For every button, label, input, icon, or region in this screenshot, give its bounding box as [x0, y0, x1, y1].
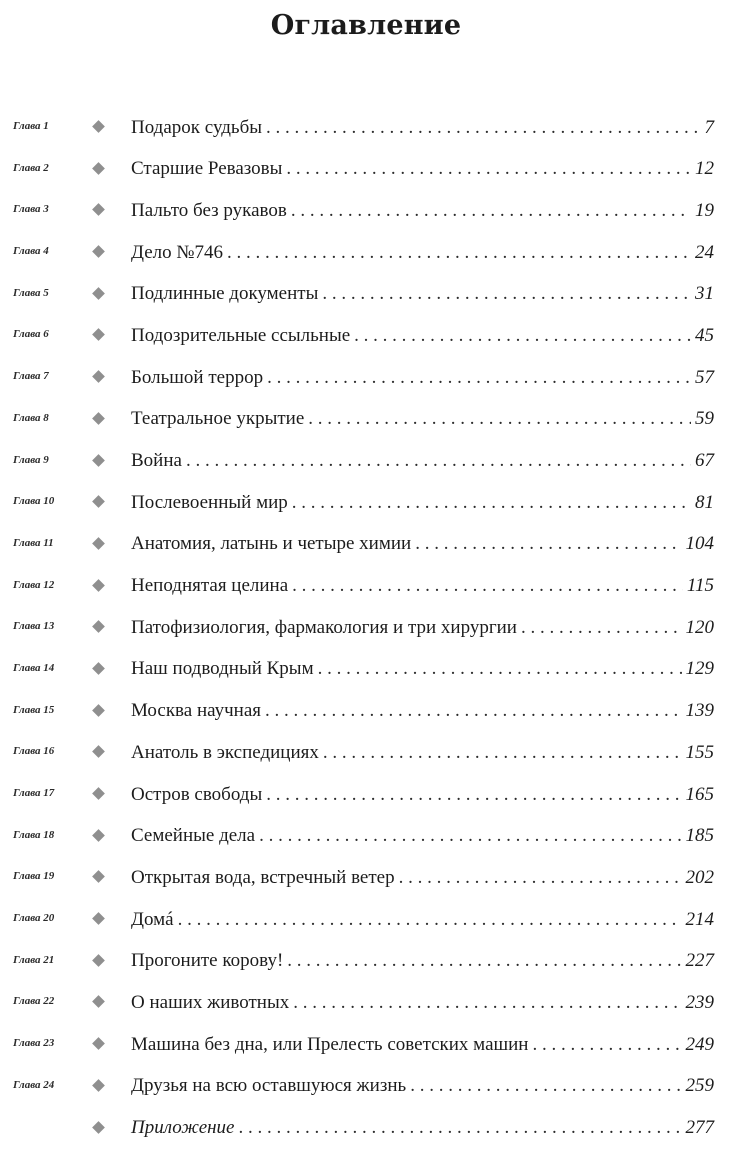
diamond-bullet-icon: [92, 912, 105, 925]
toc-entry: [0, 816, 732, 858]
dot-leader: [354, 325, 691, 347]
dot-leader: [415, 533, 681, 555]
entry-title: Старшие Ревазовы: [131, 158, 283, 180]
toc-entry: [0, 149, 732, 191]
toc-entry: [0, 399, 732, 441]
dot-leader: [286, 158, 691, 180]
page-number: 115: [686, 575, 714, 597]
chapter-label: Глава 11: [13, 536, 54, 549]
page-number: 31: [695, 283, 714, 305]
dot-leader: [532, 1034, 681, 1056]
entry-line: [131, 524, 714, 565]
entry-line: [131, 649, 714, 690]
diamond-bullet-icon: [92, 412, 105, 425]
entry-line: [131, 482, 714, 523]
entry-title: Пальто без рукавов: [131, 199, 287, 221]
table-of-contents: [0, 107, 732, 1149]
entry-title: Подарок судьбы: [131, 116, 263, 138]
page-number: 202: [685, 866, 714, 888]
chapter-label: Глава 14: [13, 661, 55, 674]
entry-line: [131, 774, 714, 815]
entry-line: [131, 982, 714, 1023]
chapter-label: Глава 4: [13, 245, 49, 258]
entry-line: [131, 691, 714, 732]
page-number: 19: [695, 199, 714, 221]
chapter-label: Глава 17: [13, 787, 55, 799]
entry-title: Остров свободы: [131, 783, 263, 805]
chapter-label: Глава 20: [13, 912, 55, 925]
page-number: 165: [685, 783, 714, 805]
diamond-bullet-icon: [92, 579, 105, 592]
dot-leader: [399, 867, 682, 889]
dot-leader: [410, 1075, 681, 1097]
dot-leader: [292, 575, 683, 597]
diamond-bullet-icon: [92, 1121, 105, 1134]
toc-entry: [0, 315, 732, 357]
entry-title: О наших животных: [131, 991, 290, 1013]
diamond-bullet-icon: [92, 829, 105, 842]
entry-line: [131, 899, 714, 940]
chapter-label: Глава 6: [13, 328, 49, 341]
diamond-bullet-icon: [92, 787, 105, 800]
chapter-label: Глава 2: [13, 161, 49, 174]
entry-title: Неподнятая целина: [131, 575, 289, 597]
diamond-bullet-icon: [92, 162, 105, 175]
dot-leader: [266, 117, 700, 139]
diamond-bullet-icon: [92, 1079, 105, 1092]
toc-entry: [0, 691, 732, 733]
entry-line: [131, 816, 714, 857]
page-number: 249: [685, 1033, 714, 1055]
page-number: 259: [685, 1075, 714, 1097]
page-number: 104: [685, 533, 714, 555]
diamond-bullet-icon: [92, 704, 105, 717]
chapter-label: Глава 13: [13, 620, 55, 633]
page-number: 81: [695, 491, 714, 513]
page-number: 155: [685, 741, 714, 763]
page-title: Оглавление: [270, 10, 462, 41]
dot-leader: [266, 784, 681, 806]
chapter-label: Глава 16: [13, 745, 55, 758]
toc-entry: [0, 732, 732, 774]
toc-entry: [0, 1024, 732, 1066]
page-number: 139: [685, 700, 714, 722]
toc-entry: [0, 190, 732, 232]
toc-entry: [0, 899, 732, 941]
chapter-label: Глава 9: [13, 453, 49, 466]
toc-entry: [0, 649, 732, 691]
entry-title: Послевоенный мир: [131, 491, 288, 513]
dot-leader: [322, 283, 691, 305]
entry-line: [131, 1024, 714, 1065]
chapter-label: Глава 24: [13, 1078, 55, 1091]
entry-title: Анатоль в экспедициях: [131, 741, 319, 763]
toc-entry: [0, 566, 732, 608]
page-number: 120: [685, 616, 714, 638]
chapter-label: Глава 1: [13, 120, 49, 132]
entry-title: Москва научная: [131, 700, 261, 722]
entry-title: Театральное укрытие: [131, 408, 305, 430]
page-number: 24: [695, 241, 714, 263]
entry-line: [131, 1108, 714, 1149]
entry-line: [131, 607, 714, 648]
toc-entry: [0, 274, 732, 316]
dot-leader: [318, 658, 682, 680]
entry-title: Семейные дела: [131, 825, 256, 847]
chapter-label: Глава 3: [13, 203, 49, 216]
page-number: 45: [695, 324, 714, 346]
dot-leader: [291, 200, 691, 222]
entry-line: [131, 399, 714, 440]
toc-entry: [0, 441, 732, 483]
diamond-bullet-icon: [92, 745, 105, 758]
entry-title: Машина без дна, или Прелесть советских машин: [131, 1033, 529, 1055]
entry-title: Друзья на всю оставшуюся жизнь: [131, 1075, 407, 1097]
entry-title: Патофизиология, фармакология и три хирургии: [131, 616, 517, 638]
diamond-bullet-icon: [92, 454, 105, 467]
dot-leader: [238, 1117, 681, 1139]
entry-title: Подозрительные ссыльные: [131, 324, 351, 346]
toc-entry: [0, 1066, 732, 1108]
entry-line: [131, 732, 714, 773]
chapter-label: Глава 21: [13, 953, 55, 966]
dot-leader: [323, 742, 682, 764]
dot-leader: [265, 700, 682, 722]
entry-title: Домá: [131, 908, 174, 930]
entry-title: Прогоните корову!: [131, 950, 284, 972]
dot-leader: [259, 825, 681, 847]
entry-line: [131, 357, 714, 398]
entry-title: Открытая вода, встречный ветер: [131, 866, 395, 888]
diamond-bullet-icon: [92, 495, 105, 508]
toc-entry: [0, 232, 732, 274]
diamond-bullet-icon: [92, 329, 105, 342]
entry-title: Война: [131, 450, 182, 471]
page-number: 129: [685, 658, 714, 680]
page-number: 59: [695, 408, 714, 430]
entry-line: [131, 315, 714, 356]
entry-line: [131, 232, 714, 273]
page-number: 67: [695, 450, 714, 471]
chapter-label: Глава 15: [13, 703, 55, 716]
dot-leader: [227, 242, 691, 264]
entry-line: [131, 941, 714, 982]
chapter-label: Глава 12: [13, 578, 55, 591]
dot-leader: [308, 408, 691, 430]
toc-entry: [0, 524, 732, 566]
chapter-label: Глава 10: [13, 495, 55, 508]
entry-title: Большой террор: [131, 366, 264, 388]
dot-leader: [521, 617, 682, 639]
entry-title: Дело №746: [131, 241, 223, 263]
toc-entry: [0, 482, 732, 524]
entry-title: Подлинные документы: [131, 283, 319, 305]
diamond-bullet-icon: [92, 245, 105, 258]
toc-entry: [0, 1108, 732, 1150]
toc-entry: [0, 774, 732, 816]
chapter-label: Глава 5: [13, 286, 49, 299]
dot-leader: [293, 992, 681, 1014]
diamond-bullet-icon: [92, 620, 105, 633]
dot-leader: [292, 492, 691, 514]
entry-title: Приложение: [131, 1117, 235, 1138]
entry-line: [131, 1066, 714, 1107]
entry-line: [131, 441, 714, 482]
chapter-label: Глава 23: [13, 1037, 55, 1050]
diamond-bullet-icon: [92, 204, 105, 217]
diamond-bullet-icon: [92, 954, 105, 967]
diamond-bullet-icon: [92, 662, 105, 675]
toc-entry: [0, 941, 732, 983]
diamond-bullet-icon: [92, 996, 105, 1009]
dot-leader: [178, 909, 682, 931]
chapter-label: Глава 8: [13, 411, 49, 424]
toc-entry: [0, 357, 732, 399]
toc-entry: [0, 107, 732, 149]
entry-line: [131, 107, 714, 148]
dot-leader: [186, 450, 691, 472]
entry-line: [131, 566, 714, 607]
page-number: 227: [685, 950, 714, 972]
diamond-bullet-icon: [92, 871, 105, 884]
diamond-bullet-icon: [92, 287, 105, 300]
page-number: 277: [685, 1117, 714, 1138]
diamond-bullet-icon: [92, 120, 105, 133]
diamond-bullet-icon: [92, 537, 105, 550]
entry-line: [131, 857, 714, 898]
entry-line: [131, 149, 714, 190]
toc-entry: [0, 607, 732, 649]
page-number: 239: [685, 991, 714, 1013]
dot-leader: [287, 950, 681, 972]
toc-entry: [0, 857, 732, 899]
entry-title: Анатомия, латынь и четыре химии: [131, 533, 412, 555]
chapter-label: Глава 19: [13, 870, 55, 883]
entry-title: Наш подводный Крым: [131, 658, 314, 680]
page-number: 12: [695, 158, 714, 180]
diamond-bullet-icon: [92, 1037, 105, 1050]
chapter-label: Глава 18: [13, 828, 55, 841]
page-number: 185: [685, 825, 714, 847]
entry-line: [131, 274, 714, 315]
page-number: 7: [704, 116, 714, 138]
entry-line: [131, 190, 714, 231]
dot-leader: [267, 367, 691, 389]
page-number: 57: [695, 366, 714, 388]
toc-entry: [0, 982, 732, 1024]
chapter-label: Глава 22: [13, 995, 55, 1008]
page-number: 214: [685, 908, 714, 930]
chapter-label: Глава 7: [13, 370, 49, 383]
diamond-bullet-icon: [92, 370, 105, 383]
